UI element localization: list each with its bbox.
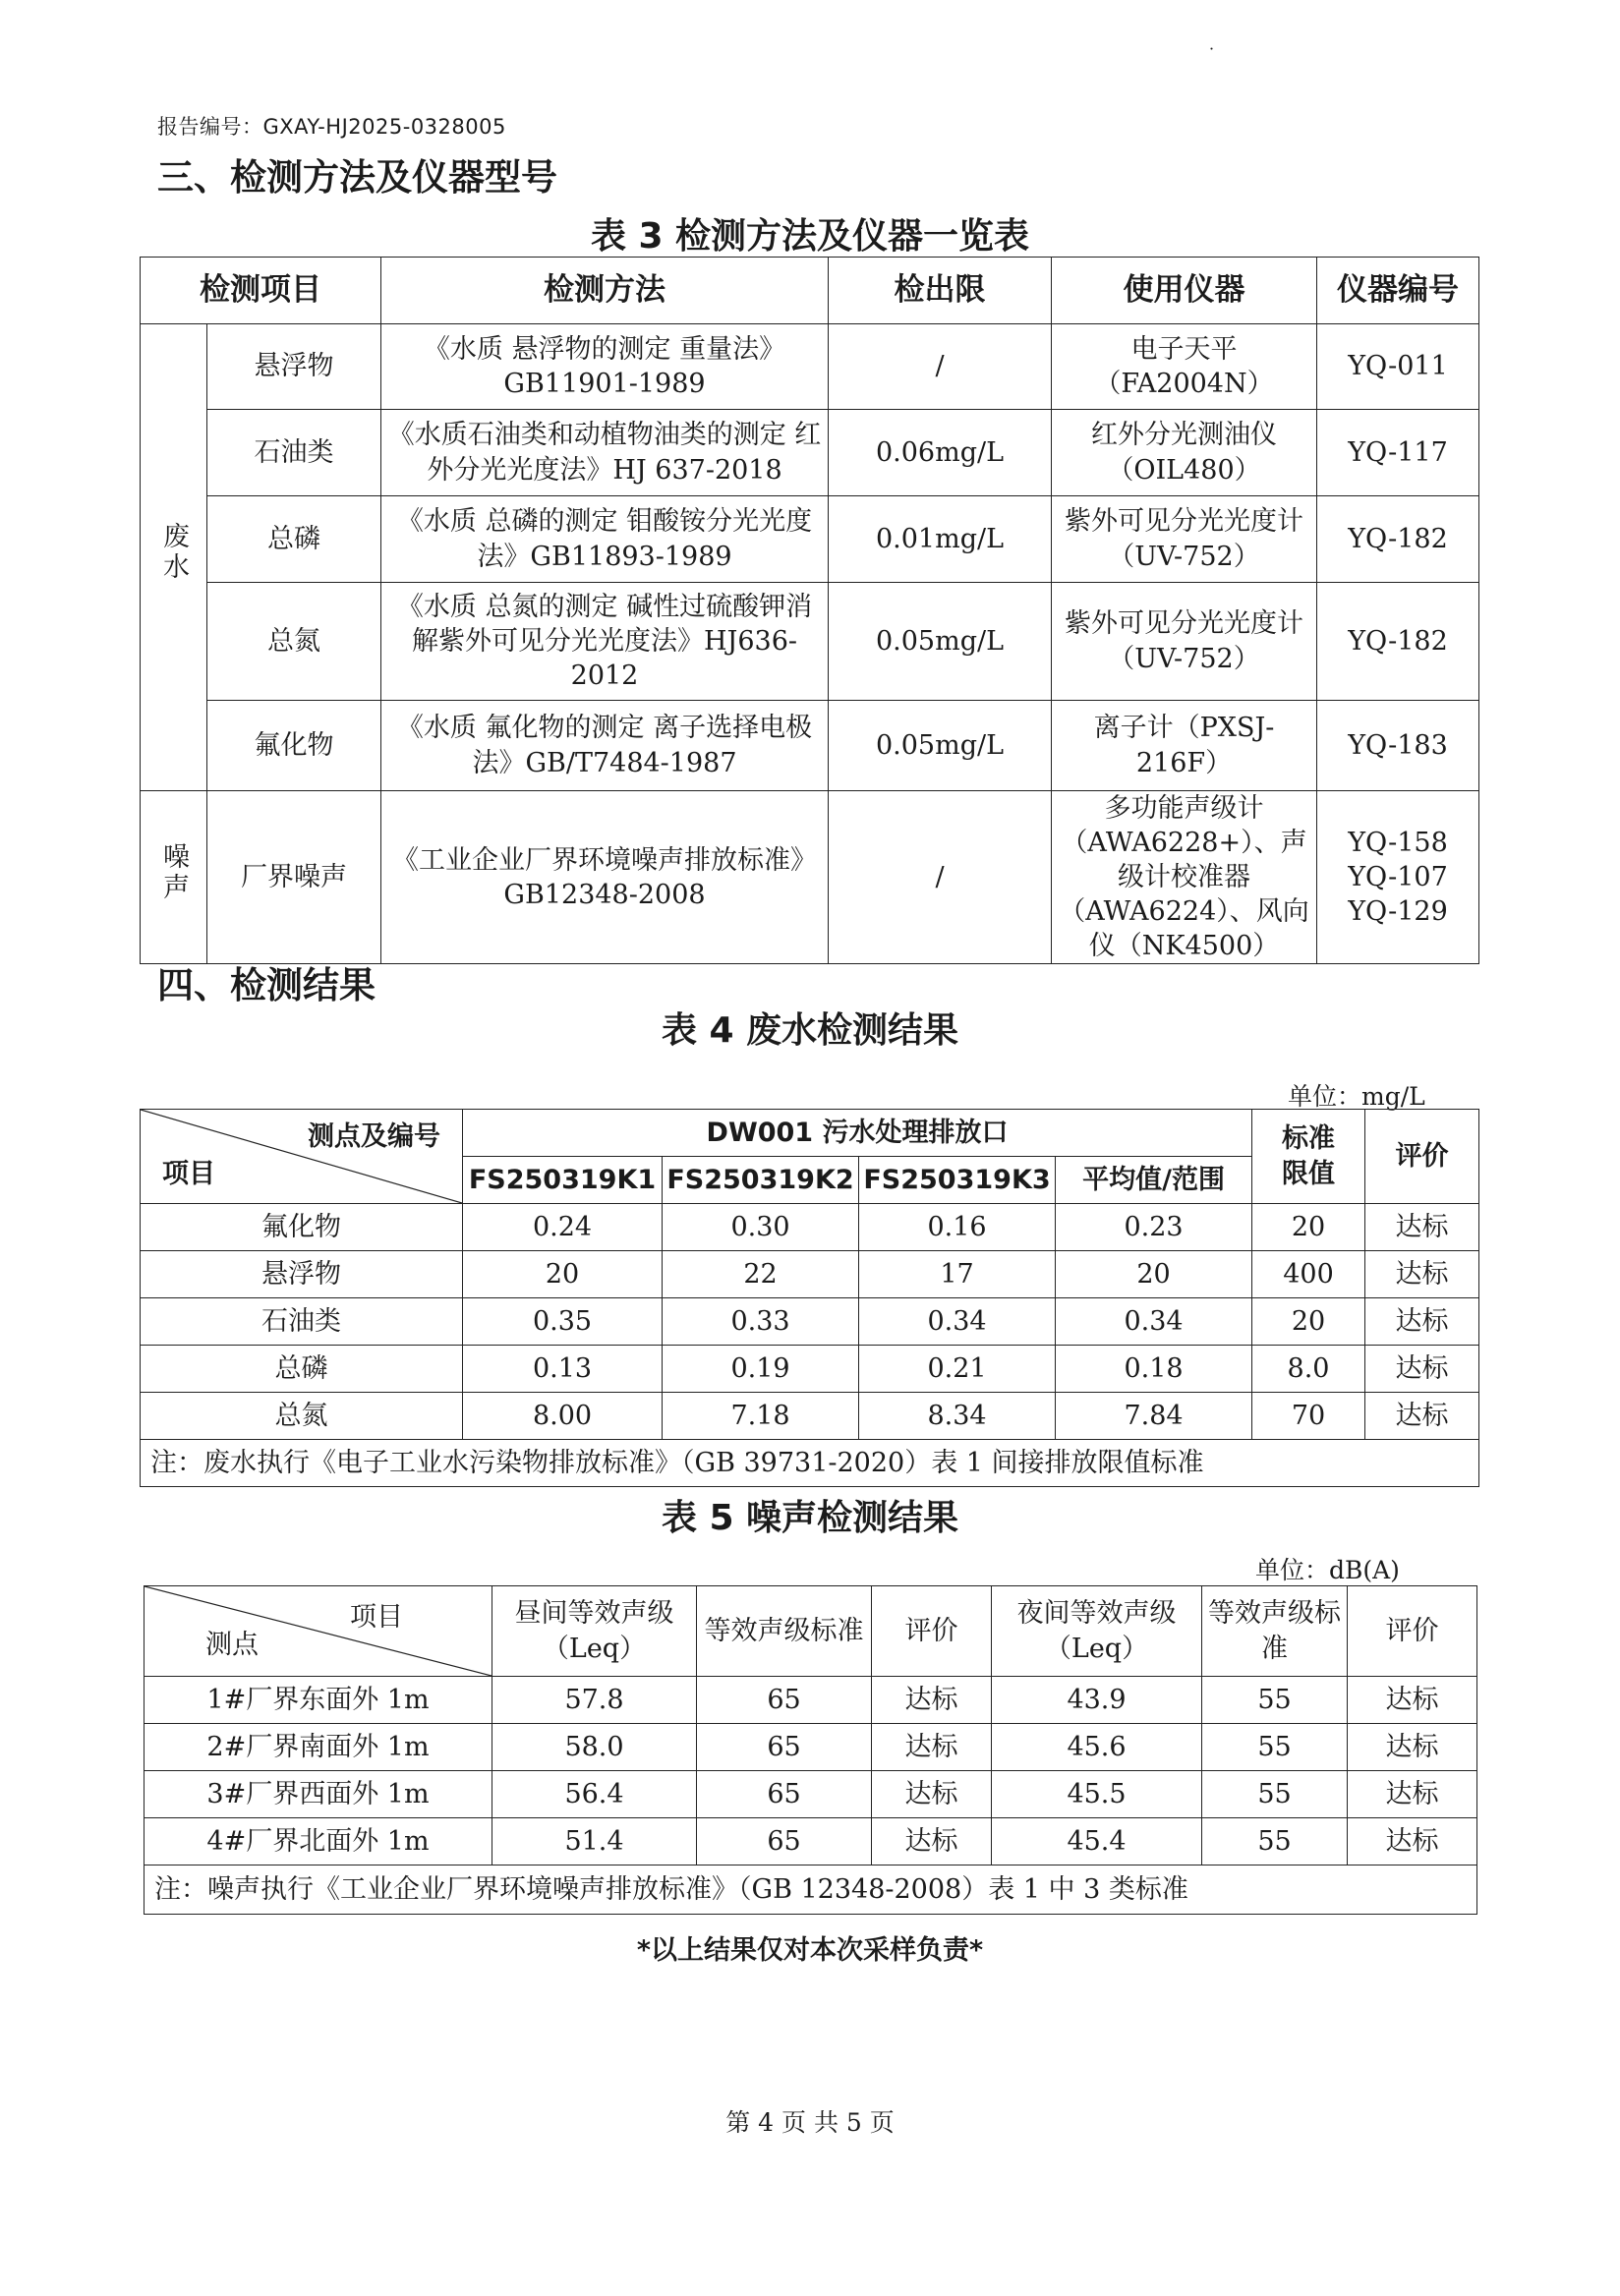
item: 石油类 xyxy=(141,1298,463,1346)
sample-1: FS250319K1 xyxy=(463,1157,663,1204)
day-eval: 达标 xyxy=(872,1724,992,1771)
sample-3: FS250319K3 xyxy=(859,1157,1056,1204)
table-row xyxy=(145,1677,1477,1724)
section-3-heading: 三、检测方法及仪器型号 xyxy=(157,156,557,199)
method: 《水质 悬浮物的测定 重量法》GB11901-1989 xyxy=(381,324,829,410)
instrument-id: YQ-117 xyxy=(1317,410,1479,496)
method: 《水质 氟化物的测定 离子选择电极法》GB/T7484-1987 xyxy=(381,701,829,791)
header-instrument-id: 仪器编号 xyxy=(1317,258,1479,324)
limit: 0.06mg/L xyxy=(829,410,1052,496)
table-5-note: 注：噪声执行《工业企业厂界环境噪声排放标准》（GB 12348-2008）表 1 中 3 类标准 xyxy=(145,1866,1477,1915)
limit: / xyxy=(829,791,1052,964)
value: 0.21 xyxy=(859,1346,1056,1393)
header-night-leq: 夜间等效声级（Leq） xyxy=(992,1586,1202,1677)
limit: 0.05mg/L xyxy=(829,583,1052,701)
instrument: 电子天平（FA2004N） xyxy=(1052,324,1317,410)
day-eval: 达标 xyxy=(872,1771,992,1818)
instrument-id: YQ-182 xyxy=(1317,496,1479,583)
item: 悬浮物 xyxy=(141,1251,463,1298)
instrument: 红外分光测油仪（OIL480） xyxy=(1052,410,1317,496)
table-row xyxy=(141,410,1479,496)
avg: 0.23 xyxy=(1056,1204,1252,1251)
std: 400 xyxy=(1252,1251,1365,1298)
table-5-unit: 单位：dB(A) xyxy=(1255,1556,1400,1584)
item: 氟化物 xyxy=(207,701,381,791)
instrument-id: YQ-183 xyxy=(1317,701,1479,791)
item: 厂界噪声 xyxy=(207,791,381,964)
eval: 达标 xyxy=(1365,1251,1479,1298)
std: 8.0 xyxy=(1252,1346,1365,1393)
table-3-title: 表 3 检测方法及仪器一览表 xyxy=(590,216,1030,257)
value: 0.16 xyxy=(859,1204,1056,1251)
night-eval: 达标 xyxy=(1348,1724,1477,1771)
instrument-id: YQ-158 YQ-107 YQ-129 xyxy=(1317,791,1479,964)
sample-2: FS250319K2 xyxy=(663,1157,859,1204)
header-avg: 平均值/范围 xyxy=(1056,1157,1252,1204)
diag-label-point: 测点及编号 xyxy=(308,1121,440,1152)
method: 《水质 总磷的测定 钼酸铵分光光度法》GB11893-1989 xyxy=(381,496,829,583)
header-night-eval: 评价 xyxy=(1348,1586,1477,1677)
table-row xyxy=(141,1346,1479,1393)
day-std: 65 xyxy=(697,1677,872,1724)
diag-label-item: 项目 xyxy=(162,1158,215,1189)
limit: 0.05mg/L xyxy=(829,701,1052,791)
table-5-title: 表 5 噪声检测结果 xyxy=(661,1498,959,1538)
value: 7.18 xyxy=(663,1393,859,1440)
day-leq: 58.0 xyxy=(492,1724,697,1771)
avg: 0.34 xyxy=(1056,1298,1252,1346)
night-eval: 达标 xyxy=(1348,1818,1477,1866)
page-number: 第 4 页 共 5 页 xyxy=(725,2108,895,2137)
scan-mark: ˙ xyxy=(1207,45,1216,66)
point: 3#厂界西面外 1m xyxy=(145,1771,492,1818)
day-leq: 56.4 xyxy=(492,1771,697,1818)
header-limit: 检出限 xyxy=(829,258,1052,324)
day-leq: 51.4 xyxy=(492,1818,697,1866)
value: 0.24 xyxy=(463,1204,663,1251)
night-std: 55 xyxy=(1202,1677,1348,1724)
table-row xyxy=(145,1771,1477,1818)
eval: 达标 xyxy=(1365,1393,1479,1440)
method: 《水质 总氮的测定 碱性过硫酸钾消解紫外可见分光光度法》HJ636-2012 xyxy=(381,583,829,701)
day-std: 65 xyxy=(697,1771,872,1818)
table-row xyxy=(145,1818,1477,1866)
table-row xyxy=(141,791,1479,964)
group-noise: 噪声 xyxy=(141,791,207,964)
header-item: 检测项目 xyxy=(141,258,381,324)
table-row xyxy=(141,1393,1479,1440)
header-night-std: 等效声级标准 xyxy=(1202,1586,1348,1677)
value: 0.33 xyxy=(663,1298,859,1346)
diagonal-header xyxy=(145,1586,492,1677)
item: 总氮 xyxy=(207,583,381,701)
header-method: 检测方法 xyxy=(381,258,829,324)
day-leq: 57.8 xyxy=(492,1677,697,1724)
std: 20 xyxy=(1252,1204,1365,1251)
night-eval: 达标 xyxy=(1348,1771,1477,1818)
value: 0.35 xyxy=(463,1298,663,1346)
item: 石油类 xyxy=(207,410,381,496)
day-std: 65 xyxy=(697,1818,872,1866)
instrument: 紫外可见分光光度计（UV-752） xyxy=(1052,496,1317,583)
noise-results-table xyxy=(144,1585,1477,1915)
table-row xyxy=(145,1724,1477,1771)
std: 70 xyxy=(1252,1393,1365,1440)
night-leq: 45.6 xyxy=(992,1724,1202,1771)
methods-table xyxy=(140,257,1479,964)
table-4-title: 表 4 废水检测结果 xyxy=(661,1010,959,1051)
diagonal-header xyxy=(141,1110,463,1204)
instrument: 离子计（PXSJ-216F） xyxy=(1052,701,1317,791)
table-4-note: 注：废水执行《电子工业水污染物排放标准》（GB 39731-2020）表 1 间接排放限值标准 xyxy=(141,1440,1479,1487)
group-wastewater: 废水 xyxy=(141,324,207,791)
method: 《水质石油类和动植物油类的测定 红外分光光度法》HJ 637-2018 xyxy=(381,410,829,496)
instrument: 紫外可见分光光度计（UV-752） xyxy=(1052,583,1317,701)
avg: 7.84 xyxy=(1056,1393,1252,1440)
eval: 达标 xyxy=(1365,1204,1479,1251)
item: 总磷 xyxy=(141,1346,463,1393)
diagonal-line xyxy=(145,1586,492,1676)
wastewater-results-table xyxy=(140,1109,1479,1487)
point: 2#厂界南面外 1m xyxy=(145,1724,492,1771)
item: 总氮 xyxy=(141,1393,463,1440)
report-number: 报告编号：GXAY-HJ2025-0328005 xyxy=(157,115,506,139)
value: 0.34 xyxy=(859,1298,1056,1346)
night-std: 55 xyxy=(1202,1724,1348,1771)
disclaimer: *以上结果仅对本次采样负责* xyxy=(636,1935,984,1966)
diag-label-item: 项目 xyxy=(350,1602,403,1633)
table-row xyxy=(141,1298,1479,1346)
value: 0.19 xyxy=(663,1346,859,1393)
header-day-eval: 评价 xyxy=(872,1586,992,1677)
night-std: 55 xyxy=(1202,1818,1348,1866)
limit: 0.01mg/L xyxy=(829,496,1052,583)
header-day-leq: 昼间等效声级（Leq） xyxy=(492,1586,697,1677)
night-eval: 达标 xyxy=(1348,1677,1477,1724)
table-row xyxy=(141,701,1479,791)
night-std: 55 xyxy=(1202,1771,1348,1818)
point: 4#厂界北面外 1m xyxy=(145,1818,492,1866)
section-4-heading: 四、检测结果 xyxy=(157,964,376,1006)
limit: / xyxy=(829,324,1052,410)
value: 0.30 xyxy=(663,1204,859,1251)
value: 17 xyxy=(859,1251,1056,1298)
instrument: 多功能声级计（AWA6228+）、声级计校准器（AWA6224）、风向仪（NK4500） xyxy=(1052,791,1317,964)
value: 20 xyxy=(463,1251,663,1298)
eval: 达标 xyxy=(1365,1298,1479,1346)
item: 悬浮物 xyxy=(207,324,381,410)
day-std: 65 xyxy=(697,1724,872,1771)
table-4-unit: 单位：mg/L xyxy=(1288,1082,1425,1111)
table-row xyxy=(141,1204,1479,1251)
avg: 20 xyxy=(1056,1251,1252,1298)
night-leq: 43.9 xyxy=(992,1677,1202,1724)
value: 22 xyxy=(663,1251,859,1298)
header-eval: 评价 xyxy=(1365,1110,1479,1204)
table-row xyxy=(141,1251,1479,1298)
night-leq: 45.4 xyxy=(992,1818,1202,1866)
diag-label-point: 测点 xyxy=(205,1629,259,1660)
avg: 0.18 xyxy=(1056,1346,1252,1393)
point: 1#厂界东面外 1m xyxy=(145,1677,492,1724)
sampling-point: DW001 污水处理排放口 xyxy=(463,1110,1252,1157)
std: 20 xyxy=(1252,1298,1365,1346)
day-eval: 达标 xyxy=(872,1677,992,1724)
day-eval: 达标 xyxy=(872,1818,992,1866)
table-row xyxy=(141,324,1479,410)
table-row xyxy=(141,496,1479,583)
item: 总磷 xyxy=(207,496,381,583)
value: 8.00 xyxy=(463,1393,663,1440)
table-row xyxy=(141,583,1479,701)
method: 《工业企业厂界环境噪声排放标准》GB12348-2008 xyxy=(381,791,829,964)
eval: 达标 xyxy=(1365,1346,1479,1393)
instrument-id: YQ-011 xyxy=(1317,324,1479,410)
value: 8.34 xyxy=(859,1393,1056,1440)
instrument-id: YQ-182 xyxy=(1317,583,1479,701)
header-std: 标准限值 xyxy=(1252,1110,1365,1204)
value: 0.13 xyxy=(463,1346,663,1393)
header-day-std: 等效声级标准 xyxy=(697,1586,872,1677)
item: 氟化物 xyxy=(141,1204,463,1251)
header-instrument: 使用仪器 xyxy=(1052,258,1317,324)
night-leq: 45.5 xyxy=(992,1771,1202,1818)
